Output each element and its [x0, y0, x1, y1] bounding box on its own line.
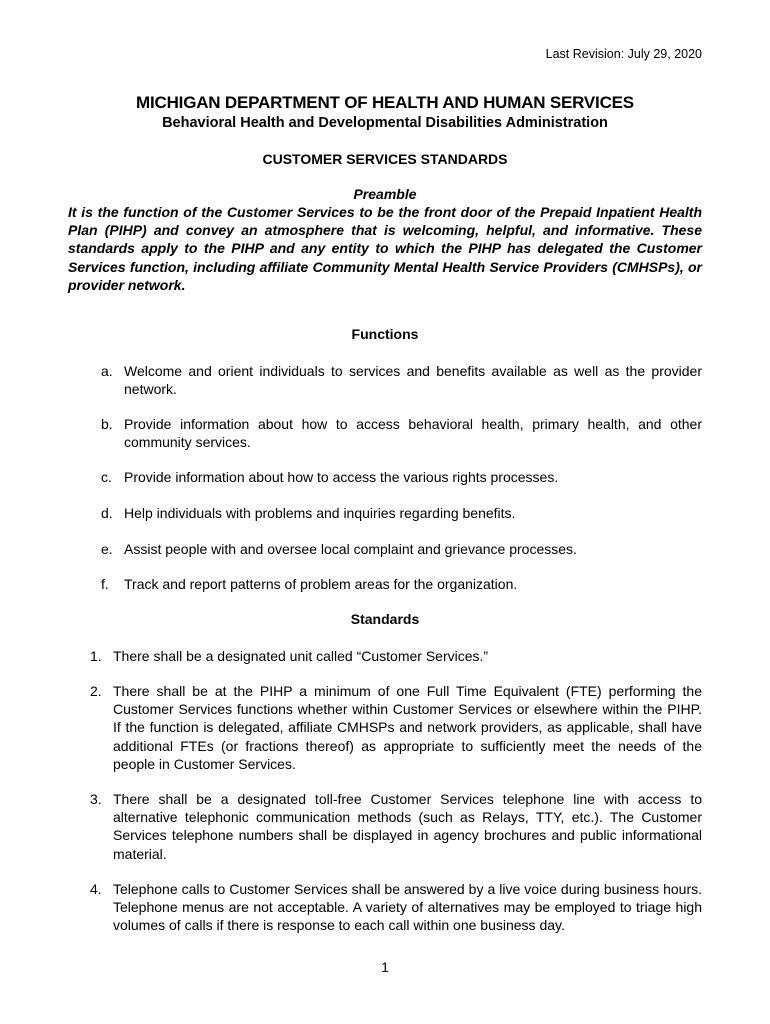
standard-item: [90, 790, 702, 863]
function-text: Welcome and orient individuals to services and benefits available as well as the provider network.: [124, 363, 702, 398]
list-marker: d.: [101, 505, 113, 521]
page-number: 1: [381, 959, 389, 975]
agency-title: MICHIGAN DEPARTMENT OF HEALTH AND HUMAN SERVICES: [136, 93, 634, 112]
function-text: Help individuals with problems and inquiries regarding benefits.: [124, 505, 516, 521]
list-marker: 4.: [90, 881, 102, 897]
list-marker: e.: [101, 541, 113, 557]
list-marker: 1.: [90, 648, 102, 664]
list-marker: 3.: [90, 791, 102, 807]
standard-item: [90, 880, 702, 935]
administration-subtitle: Behavioral Health and Developmental Disabilities Administration: [162, 115, 608, 131]
list-marker: a.: [101, 363, 113, 379]
functions-heading: Functions: [351, 326, 419, 342]
list-marker: 2.: [90, 683, 102, 699]
standard-text: There shall be a designated unit called “Customer Services.”: [113, 648, 489, 664]
revision-date: Last Revision: July 29, 2020: [545, 47, 702, 61]
list-marker: b.: [101, 416, 113, 432]
list-marker: f.: [101, 576, 109, 592]
function-text: Provide information about how to access behavioral health, primary health, and other community services.: [124, 416, 702, 451]
standard-item: [90, 647, 702, 665]
function-item: [101, 504, 702, 522]
function-text: Assist people with and oversee local complaint and grievance processes.: [124, 541, 577, 557]
standard-item: [90, 682, 702, 773]
function-item: [101, 468, 702, 486]
function-text: Track and report patterns of problem areas for the organization.: [124, 576, 518, 592]
standard-text: There shall be a designated toll-free Customer Services telephone line with access to alternative telephonic communication methods (such as Relays, TTY, etc.). The Customer Services telephone numbers shall be displayed in agency brochures and public informational material.: [113, 791, 702, 862]
standard-text: Telephone calls to Customer Services shall be answered by a live voice during business hours. Telephone menus are not acceptable. A variety of alternatives may be employed to triage high volumes of calls if there is response to each call within one business day.: [113, 881, 702, 934]
standards-heading: Standards: [350, 611, 420, 627]
document-title: CUSTOMER SERVICES STANDARDS: [262, 151, 508, 167]
list-marker: c.: [101, 469, 112, 485]
standard-text: There shall be at the PIHP a minimum of one Full Time Equivalent (FTE) performing the Customer Services functions whether within Customer Services or elsewhere within the PIHP. If the function is delegated, affiliate CMHSPs and network providers, as applicable, shall have additional FTEs (or fractions thereof) as appropriate to sufficiently meet the needs of the people in Customer Services.: [113, 683, 702, 772]
preamble-text: It is the function of the Customer Services to be the front door of the Prepaid Inpatient Health Plan (PIHP) and convey an atmosphere that is welcoming, helpful, and informative. These standards apply to the PIHP and any entity to which the PIHP has delegated the Customer Services function, including affiliate Community Mental Health Service Providers (CMHSPs), or provider network.: [68, 204, 702, 293]
function-item: [101, 415, 702, 451]
function-item: [101, 362, 702, 398]
preamble-heading: Preamble: [353, 186, 417, 202]
function-item: [101, 540, 702, 558]
function-item: [101, 575, 702, 593]
function-text: Provide information about how to access the various rights processes.: [124, 469, 559, 485]
